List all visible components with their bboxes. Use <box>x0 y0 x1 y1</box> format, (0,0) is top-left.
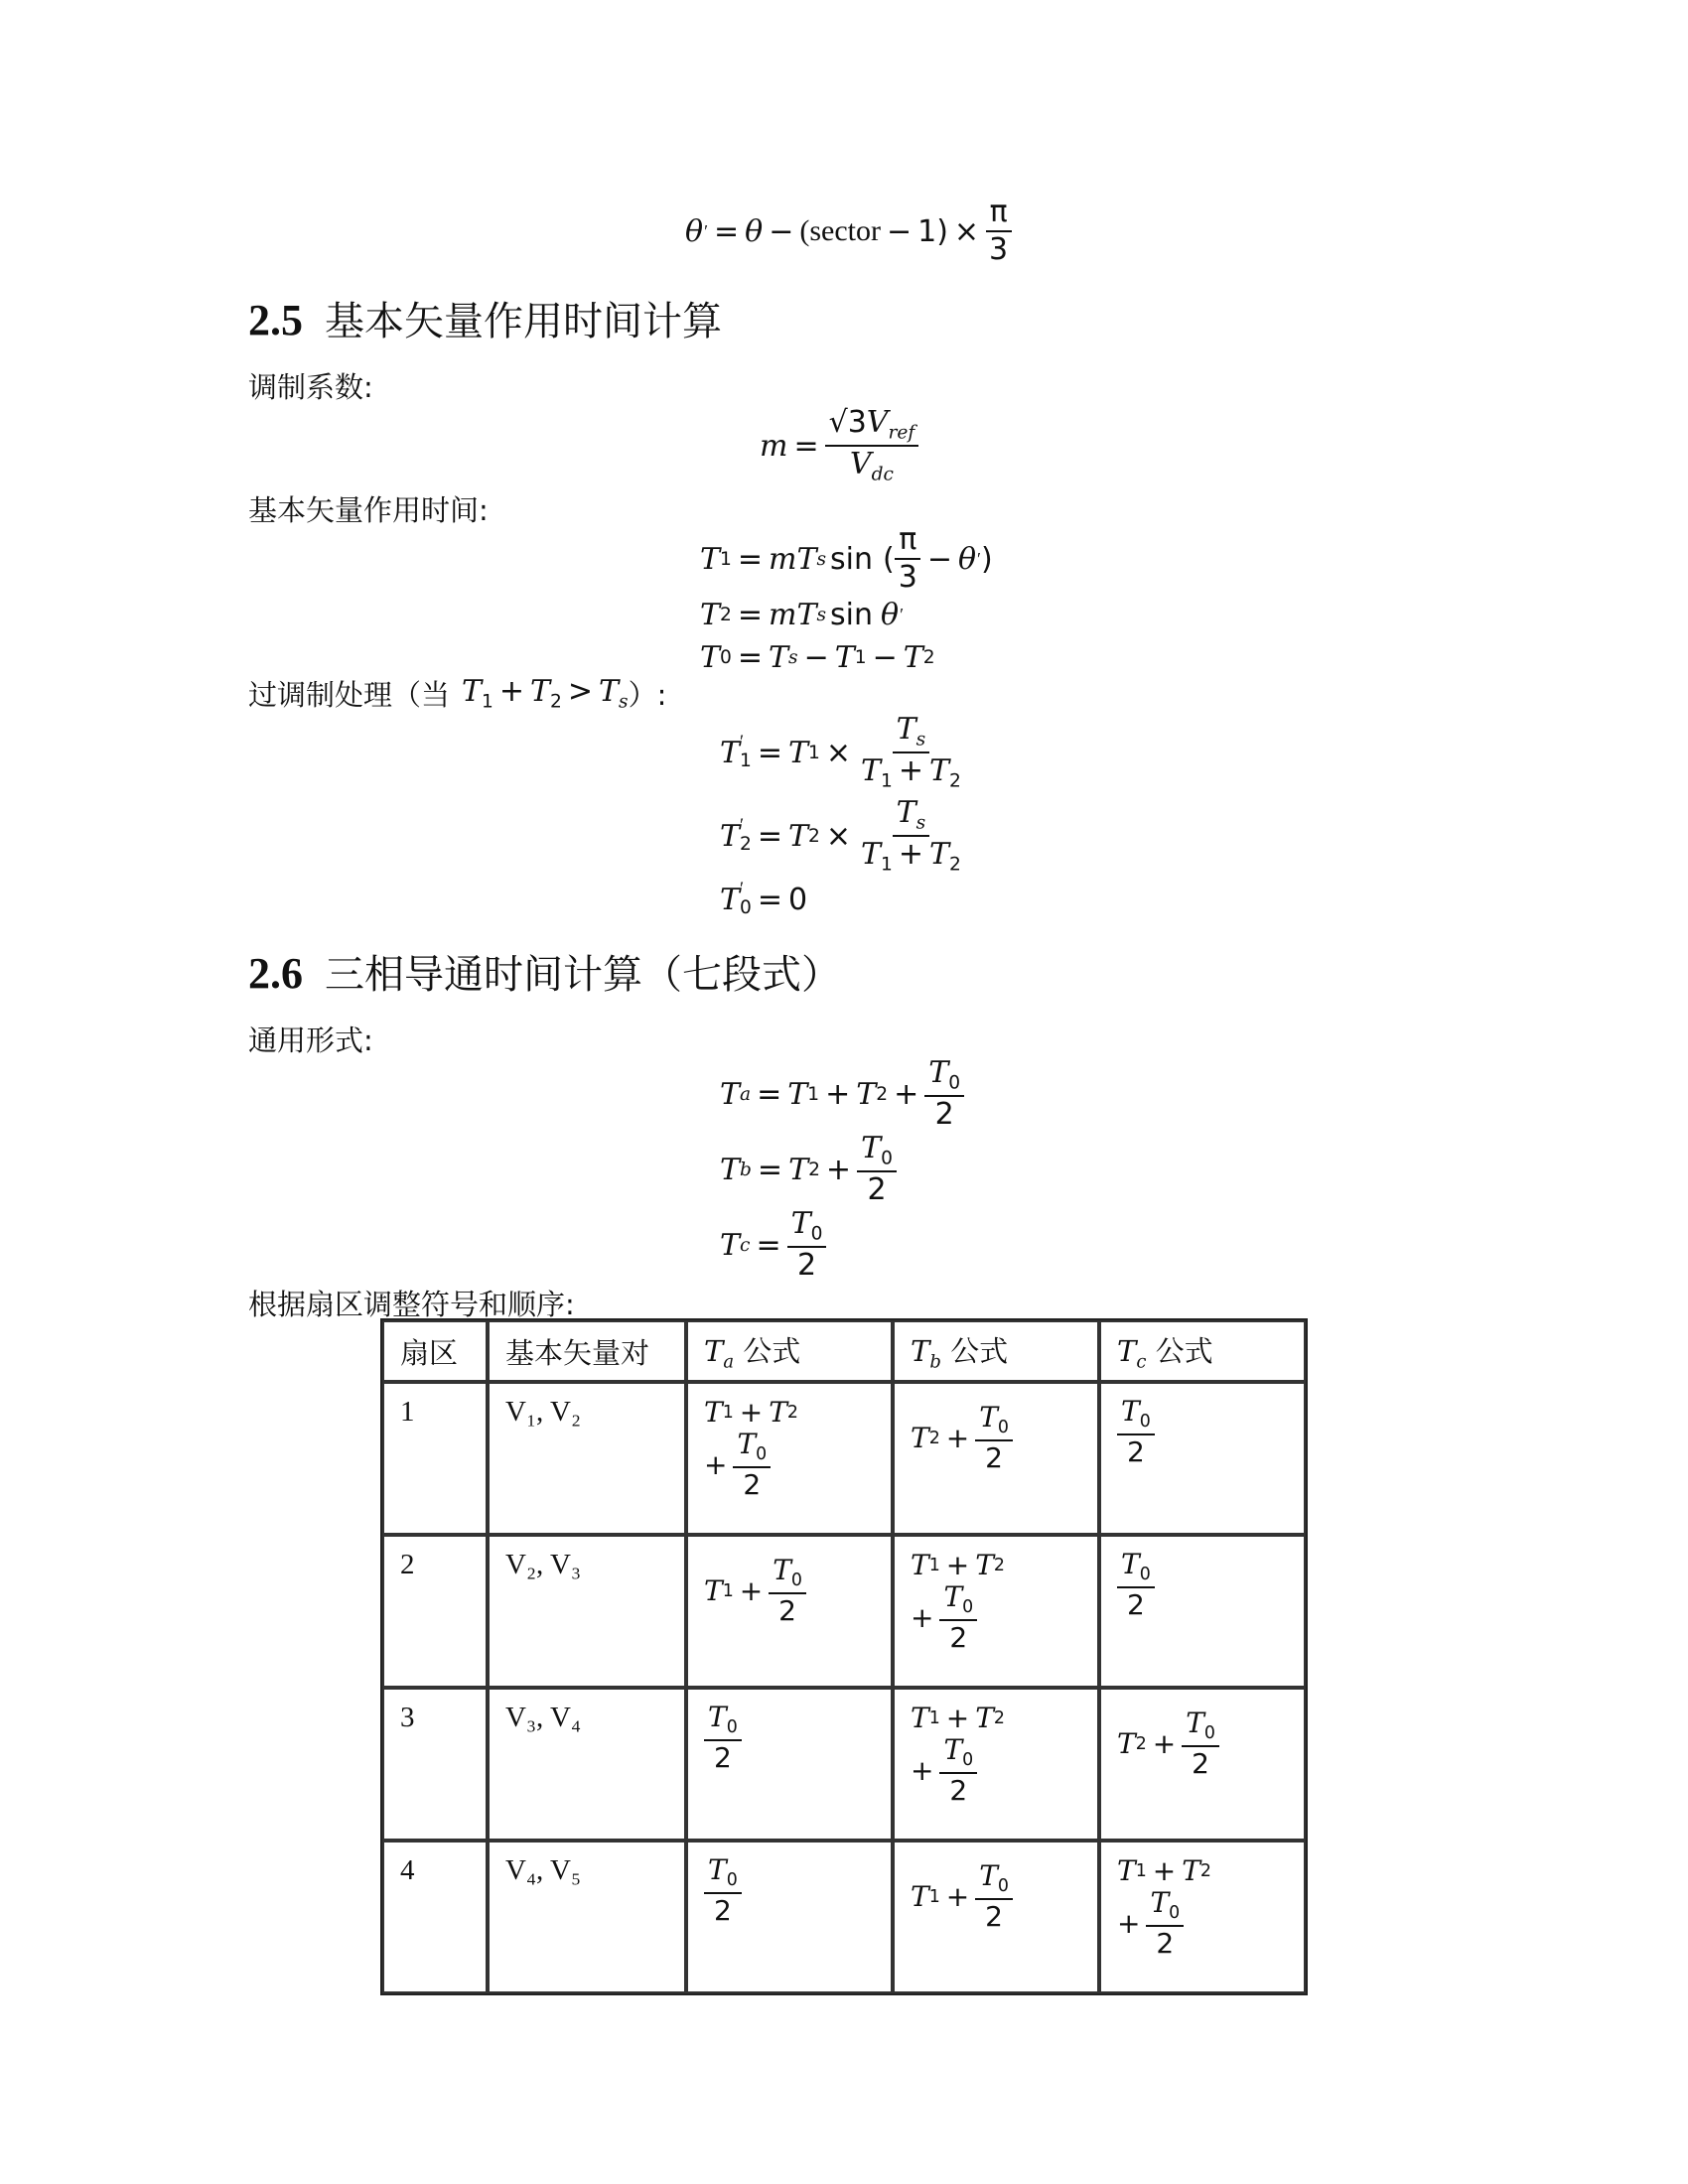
pair-cell: V₄, V₅ <box>488 1841 686 1993</box>
t2-equation: T 2 = mT s sin θ ′ <box>700 597 904 632</box>
header-ta: $T_a$ 公式 <box>686 1320 893 1382</box>
section-heading-2-6: 2.6 三相导通时间计算（七段式） <box>248 949 841 998</box>
table-row <box>382 1841 1306 1993</box>
tb-equation: T b = T 2 + $\frac{T_0}{2}$ <box>720 1128 897 1211</box>
tb-cell: T 2 + $\frac{T_0}{2}$ <box>893 1382 1099 1535</box>
tb-cell: T 1 + T 2 + $\frac{T_0}{2}$ <box>893 1535 1099 1688</box>
table-header-row <box>382 1320 1306 1382</box>
tb-cell: T 1 + $\frac{T_0}{2}$ <box>893 1841 1099 1993</box>
modulation-label: 调制系数: <box>248 370 373 404</box>
header-sector: 扇区 <box>382 1320 488 1382</box>
sector-table <box>380 1318 1308 1995</box>
t2-prime-equation: T ′ 2 = T 2 × $\frac{T_s}{T_1 + T_2}$ <box>720 795 961 876</box>
pair-cell: V₂, V₃ <box>488 1535 686 1688</box>
tc-cell: $\frac{T_0}{2}$ <box>1099 1382 1306 1535</box>
overmod-label: 过调制处理（当 $T_1 + T_2 > T_s$ ）: <box>248 674 667 713</box>
tc-cell: T 2 + $\frac{T_0}{2}$ <box>1099 1688 1306 1841</box>
general-form-label: 通用形式: <box>248 1024 373 1057</box>
ta-cell: $\frac{T_0}{2}$ <box>686 1688 893 1841</box>
t0-equation: T 0 = T s − T 1 − T 2 <box>700 639 935 675</box>
tb-cell: T 1 + T 2 + $\frac{T_0}{2}$ <box>893 1688 1099 1841</box>
table-row <box>382 1688 1306 1841</box>
tc-cell: T 1 + T 2 + $\frac{T_0}{2}$ <box>1099 1841 1306 1993</box>
pair-cell: V₃, V₄ <box>488 1688 686 1841</box>
header-tb: $T_b$ 公式 <box>893 1320 1099 1382</box>
basic-time-label: 基本矢量作用时间: <box>248 493 489 527</box>
header-tc: $T_c$ 公式 <box>1099 1320 1306 1382</box>
t0-prime-equation: T ′ 0 = 0 <box>720 879 808 918</box>
t1-equation: T 1 = mT s sin ( $\frac{\pi}{3}$ − θ ′ ) <box>700 521 993 595</box>
ta-cell: T 1 + T 2 + $\frac{T_0}{2}$ <box>686 1382 893 1535</box>
ta-cell: $\frac{T_0}{2}$ <box>686 1841 893 1993</box>
section-heading-2-5: 2.5 基本矢量作用时间计算 <box>248 296 722 344</box>
sector-cell: 1 <box>382 1382 488 1535</box>
table-row <box>382 1535 1306 1688</box>
sector-cell: 3 <box>382 1688 488 1841</box>
sector-cell: 4 <box>382 1841 488 1993</box>
theta-prime-equation: θ ′ = θ − (sector − 1) × $\frac{\pi}{3}$ <box>685 199 1012 264</box>
modulation-equation: m = $\frac{√3V_{ref}}{V_{dc}}$ <box>760 401 918 490</box>
theta-symbol: θ <box>685 213 704 249</box>
table-row <box>382 1382 1306 1535</box>
header-pair: 基本矢量对 <box>488 1320 686 1382</box>
ta-cell: T 1 + $\frac{T_0}{2}$ <box>686 1535 893 1688</box>
sector-adjust-label: 根据扇区调整符号和顺序: <box>248 1288 575 1321</box>
sector-cell: 2 <box>382 1535 488 1688</box>
t1-prime-equation: T ′ 1 = T 1 × $\frac{T_s}{T_1 + T_2}$ <box>720 712 961 792</box>
ta-equation: T a = T 1 + T 2 + $\frac{T_0}{2}$ <box>720 1052 964 1136</box>
tc-cell: $\frac{T_0}{2}$ <box>1099 1535 1306 1688</box>
tc-equation: T c = $\frac{T_0}{2}$ <box>720 1203 826 1287</box>
pair-cell: V₁, V₂ <box>488 1382 686 1535</box>
